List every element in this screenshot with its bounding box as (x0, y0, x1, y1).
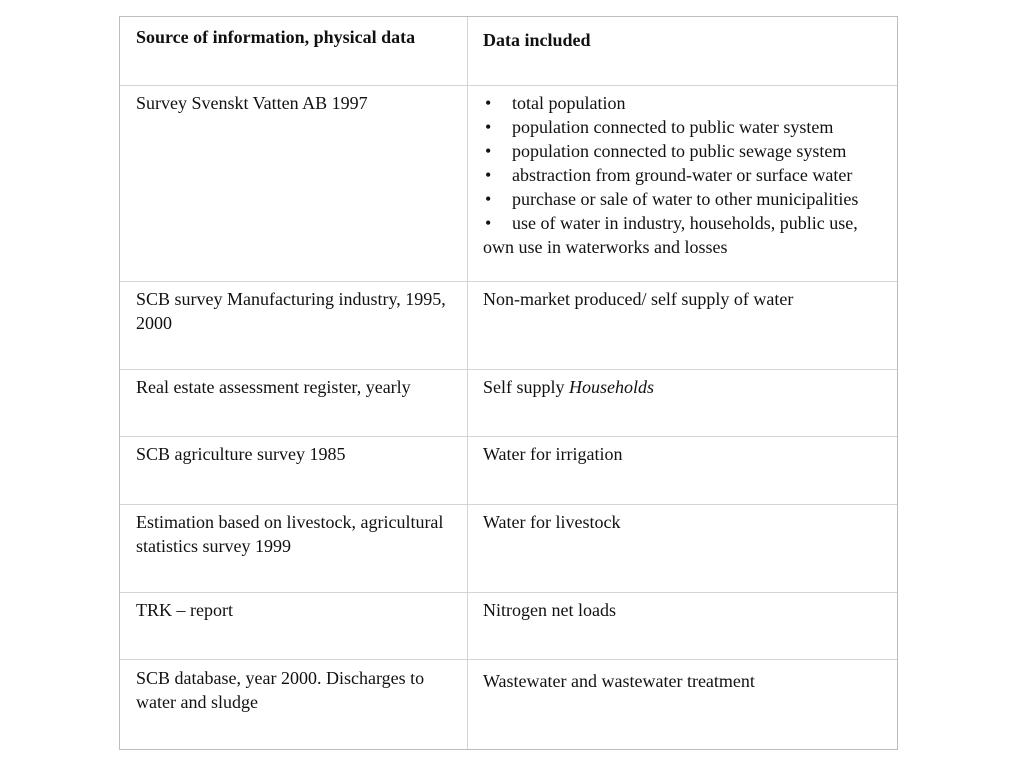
row-5-source: Estimation based on livestock, agricultural statistics survey 1999 (136, 512, 444, 556)
list-item-text: population connected to public sewage system (512, 141, 847, 161)
row-divider (120, 436, 897, 437)
list-item-text: population connected to public water system (512, 117, 834, 137)
row-divider (120, 85, 897, 86)
list-item (483, 91, 883, 115)
row-3-data-emphasis: Households (569, 377, 655, 397)
list-item (483, 211, 883, 259)
bullet-icon (483, 115, 512, 139)
header-source: Source of information, physical data (136, 27, 416, 47)
list-item-text: abstraction from ground-water or surface water (512, 165, 853, 185)
bullet-icon (483, 211, 512, 235)
list-item (483, 187, 883, 211)
row-4-source: SCB agriculture survey 1985 (136, 444, 346, 464)
row-divider (120, 659, 897, 660)
row-6-source: TRK – report (136, 600, 233, 620)
list-item (483, 115, 883, 139)
row-7-source: SCB database, year 2000. Discharges to water and sludge (136, 668, 425, 712)
row-3-data (483, 375, 883, 399)
list-item (483, 163, 883, 187)
row-1-bullet-list (483, 91, 883, 259)
row-2-source: SCB survey Manufacturing industry, 1995, 2000 (136, 289, 446, 333)
data-sources-table (119, 16, 898, 750)
header-data-included: Data included (483, 30, 591, 50)
bullet-icon (483, 187, 512, 211)
list-item-text: use of water in industry, households, public use, own use in waterworks and losses (483, 213, 858, 257)
row-3-data-prefix: Self supply (483, 377, 570, 397)
list-item-text: purchase or sale of water to other municipalities (512, 189, 859, 209)
row-6-data: Nitrogen net loads (483, 600, 616, 620)
row-3-source: Real estate assessment register, yearly (136, 377, 411, 397)
row-5-data: Water for livestock (483, 512, 621, 532)
row-4-data: Water for irrigation (483, 444, 623, 464)
row-7-data: Wastewater and wastewater treatment (483, 671, 755, 691)
row-1-source: Survey Svenskt Vatten AB 1997 (136, 93, 368, 113)
column-divider (467, 17, 468, 749)
row-divider (120, 504, 897, 505)
row-divider (120, 369, 897, 370)
row-divider (120, 592, 897, 593)
list-item (483, 139, 883, 163)
bullet-icon (483, 139, 512, 163)
list-item-text: total population (512, 93, 626, 113)
bullet-icon (483, 163, 512, 187)
row-divider (120, 281, 897, 282)
bullet-icon (483, 91, 512, 115)
row-2-data: Non-market produced/ self supply of water (483, 289, 794, 309)
